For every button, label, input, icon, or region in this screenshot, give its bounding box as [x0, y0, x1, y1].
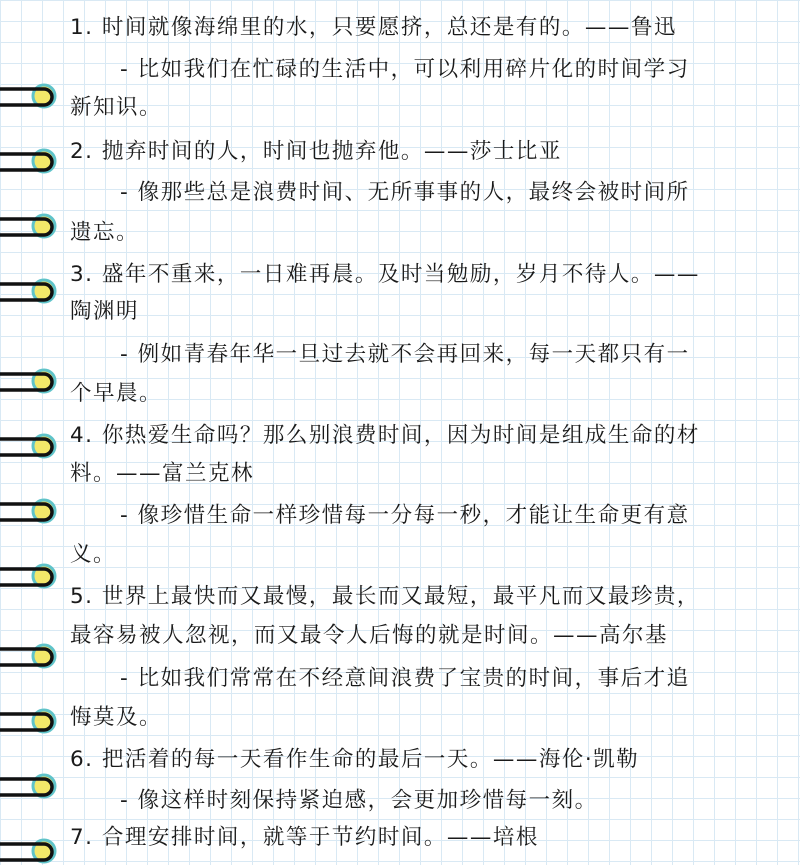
- spiral-ring-icon: [0, 76, 62, 110]
- quote-6-text: 6. 把活着的每一天看作生命的最后一天。——海伦·凯勒: [70, 747, 640, 772]
- spiral-ring-icon: [0, 491, 62, 525]
- quote-5-text: 5. 世界上最快而又最慢，最长而又最短，最平凡而又最珍贵，: [70, 584, 700, 609]
- quote-1-comment-cont: 新知识。: [70, 95, 163, 120]
- spiral-ring-icon: [0, 141, 62, 175]
- spiral-ring-icon: [0, 701, 62, 735]
- spiral-ring-icon: [0, 636, 62, 670]
- spiral-ring-icon: [0, 426, 62, 460]
- quote-4-text: 4. 你热爱生命吗？那么别浪费时间，因为时间是组成生命的材: [70, 423, 700, 448]
- quote-2-comment: - 像那些总是浪费时间、无所事事的人，最终会被时间所: [120, 180, 690, 205]
- quote-4-text-cont: 料。——富兰克林: [70, 461, 255, 486]
- quote-6-comment: - 像这样时刻保持紧迫感，会更加珍惜每一刻。: [120, 788, 598, 813]
- quote-4-comment: - 像珍惜生命一样珍惜每一分每一秒，才能让生命更有意: [120, 503, 690, 528]
- quote-7-text: 7. 合理安排时间，就等于节约时间。——培根: [70, 825, 539, 850]
- quote-2-comment-cont: 遗忘。: [70, 220, 140, 245]
- quote-5-text-cont: 最容易被人忽视，而又最令人后悔的就是时间。——高尔基: [70, 623, 669, 648]
- quote-2-text: 2. 抛弃时间的人，时间也抛弃他。——莎士比亚: [70, 139, 562, 164]
- quote-5-comment-cont: 悔莫及。: [70, 705, 163, 730]
- quote-3-text: 3. 盛年不重来，一日难再晨。及时当勉励，岁月不待人。——: [70, 262, 700, 287]
- spiral-binding: [0, 0, 70, 855]
- spiral-ring-icon: [0, 206, 62, 240]
- spiral-ring-icon: [0, 361, 62, 395]
- spiral-ring-icon: [0, 766, 62, 800]
- spiral-ring-icon: [0, 271, 62, 305]
- quote-5-comment: - 比如我们常常在不经意间浪费了宝贵的时间，事后才追: [120, 666, 690, 691]
- quote-4-comment-cont: 义。: [70, 542, 117, 567]
- spiral-ring-icon: [0, 556, 62, 590]
- spiral-ring-icon: [0, 831, 62, 865]
- quote-3-comment-cont: 个早晨。: [70, 381, 163, 406]
- quote-1-text: 1. 时间就像海绵里的水，只要愿挤，总还是有的。——鲁迅: [70, 15, 677, 40]
- quote-3-text-cont: 陶渊明: [70, 299, 140, 324]
- quote-3-comment: - 例如青春年华一旦过去就不会再回来，每一天都只有一: [120, 342, 690, 367]
- quote-1-comment: - 比如我们在忙碌的生活中，可以利用碎片化的时间学习: [120, 57, 690, 82]
